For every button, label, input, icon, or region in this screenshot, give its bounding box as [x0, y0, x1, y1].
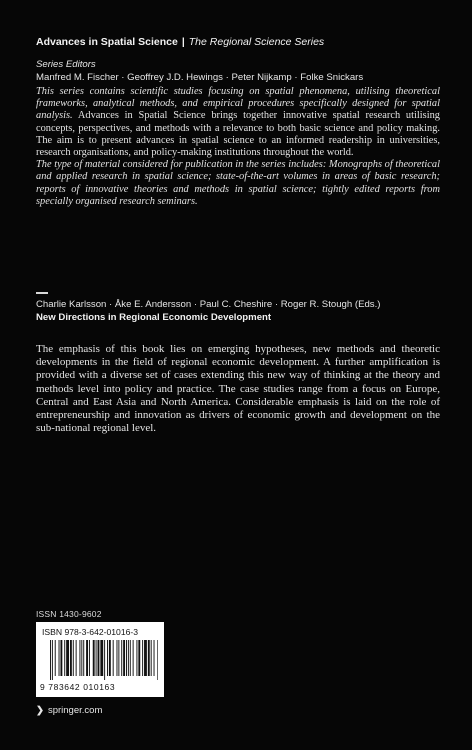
barcode-bar — [76, 640, 77, 676]
barcode-bar — [123, 640, 125, 676]
barcode-bar — [133, 640, 134, 676]
barcode-bar — [50, 640, 51, 680]
book-title: New Directions in Regional Economic Development — [36, 312, 272, 323]
book-info — [36, 298, 446, 324]
barcode-bar — [151, 640, 152, 676]
barcode-bar — [70, 640, 72, 676]
series-description-paragraph-1 — [36, 86, 440, 159]
barcode-bar — [154, 640, 155, 676]
series-separator: | — [181, 36, 185, 48]
barcode-bar — [138, 640, 140, 676]
barcode-bar — [117, 640, 118, 676]
barcode-bar — [55, 640, 56, 676]
series-name: Advances in Spatial Science — [36, 36, 178, 48]
series-editors-label: Series Editors — [36, 59, 96, 70]
series-header — [36, 36, 446, 48]
barcode-bar — [107, 640, 108, 676]
series-editors-names: Manfred M. Fischer · Geoffrey J.D. Hewings · Peter Nijkamp · Folke Snickars — [36, 72, 364, 83]
barcode-bar — [93, 640, 95, 676]
barcode-bar — [81, 640, 82, 676]
barcode-bar — [136, 640, 137, 676]
barcode-bar — [64, 640, 65, 676]
ean-digits: 9 783642 010163 — [40, 682, 116, 692]
barcode-bar — [98, 640, 100, 676]
issn-label: ISSN 1430-9602 — [36, 609, 102, 619]
barcode-bar — [130, 640, 131, 676]
barcode-bar — [148, 640, 150, 676]
barcode-bars — [50, 640, 158, 680]
barcode-bar — [118, 640, 119, 676]
book-blurb: The emphasis of this book lies on emerging hypotheses, new methods and theoretic developments in the field of regional economic development. A further amplification is provided with a diverse set of cases extending this new way of thinking at the theory and methods level into policy and practice. The case studies range from a focus on Europe, Central and East Asia and North America. Considerable emphasis is laid on the role of entrepreneurship and innovation as drivers of economic growth and development on the sub-national regional level. — [36, 343, 440, 435]
barcode-bar — [89, 640, 90, 676]
barcode-bar — [128, 640, 129, 676]
barcode-bar — [73, 640, 74, 676]
barcode-bar — [83, 640, 84, 676]
series-description-paragraph-2: The type of material considered for publication in the series includes: Monographs of theoretical and applied research in spatial science; state-of-the-art volumes in areas of basic research; reports of innovative theories and methods in spatial science; tightly edited reports from specially organised research seminars. — [36, 159, 440, 207]
section-divider-dash — [36, 292, 48, 294]
chevron-right-icon: ❯ — [36, 705, 44, 716]
barcode-bar — [113, 640, 114, 676]
series-description-italic: This series contains scientific studies focusing on spatial phenomena, utilising theoretical frameworks, analytical methods, and empirical procedures specifically designed for spatial analysis. — [36, 86, 440, 122]
barcode-bar — [109, 640, 111, 676]
book-authors: Charlie Karlsson · Åke E. Andersson · Paul C. Cheshire · Roger R. Stough (Eds.) — [36, 299, 381, 310]
barcode-bar — [144, 640, 147, 676]
barcode-bar — [157, 640, 158, 680]
barcode-bar — [126, 640, 127, 676]
publisher-link[interactable] — [36, 705, 102, 716]
barcode-bar — [52, 640, 53, 680]
barcode-bar — [121, 640, 122, 676]
barcode-bar — [100, 640, 103, 676]
barcode-bar — [86, 640, 88, 676]
barcode-bar — [142, 640, 143, 676]
isbn-label: ISBN 978-3-642-01016-3 — [42, 627, 139, 637]
series-editors — [36, 58, 446, 84]
barcode-bar — [59, 640, 60, 676]
barcode-bar — [60, 640, 62, 676]
barcode-bar — [79, 640, 80, 676]
barcode-bar — [96, 640, 97, 676]
barcode-bar — [66, 640, 69, 676]
series-description-regular: Advances in Spatial Science brings together innovative spatial research utilising concepts, perspectives, and methods with a relevance to both basic science and policy making. The aim is to present advances in spatial science to an informed readership in universities, research organisations, and policy-making institutions throughout the world. — [36, 110, 440, 159]
isbn-barcode — [36, 622, 164, 697]
publisher-url: springer.com — [47, 705, 103, 716]
series-description — [36, 86, 440, 208]
barcode-bar — [104, 640, 105, 680]
series-subtitle: The Regional Science Series — [188, 36, 325, 48]
